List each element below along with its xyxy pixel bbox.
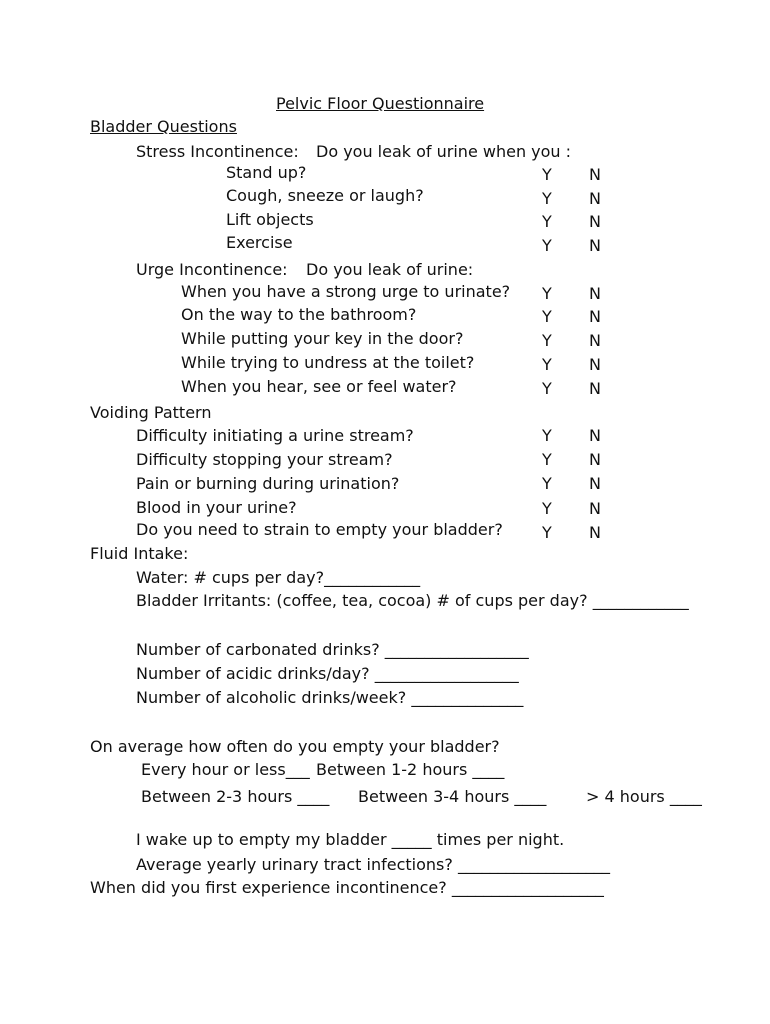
no-option[interactable]: N — [589, 165, 601, 184]
no-option[interactable]: N — [589, 355, 601, 374]
question-item: While putting your key in the door? — [181, 329, 464, 348]
question-item: Pain or burning during urination? — [136, 474, 400, 493]
no-option[interactable]: N — [589, 307, 601, 326]
water-field[interactable]: Water: # cups per day?____________ — [136, 568, 421, 587]
question-item: On the way to the bathroom? — [181, 305, 417, 324]
fluid-heading: Fluid Intake: — [90, 544, 189, 563]
question-item: Do you need to strain to empty your bladder? — [136, 520, 503, 539]
question-item: Lift objects — [226, 210, 314, 229]
yes-option[interactable]: Y — [542, 307, 552, 326]
frequency-question: On average how often do you empty your bladder? — [90, 737, 500, 756]
question-item: Stand up? — [226, 163, 307, 182]
no-option[interactable]: N — [589, 523, 601, 542]
yes-option[interactable]: Y — [542, 523, 552, 542]
question-item: Difficulty initiating a urine stream? — [136, 426, 414, 445]
yes-option[interactable]: Y — [542, 189, 552, 208]
yes-option[interactable]: Y — [542, 212, 552, 231]
frequency-option[interactable]: > 4 hours ____ — [586, 787, 702, 806]
yes-option[interactable]: Y — [542, 331, 552, 350]
no-option[interactable]: N — [589, 189, 601, 208]
irritants-field[interactable]: Bladder Irritants: (coffee, tea, cocoa) # of cups per day? ____________ — [136, 591, 689, 610]
question-item: Blood in your urine? — [136, 498, 297, 517]
question-item: When you hear, see or feel water? — [181, 377, 457, 396]
no-option[interactable]: N — [589, 499, 601, 518]
frequency-option[interactable]: Between 2-3 hours ____ — [141, 787, 330, 806]
question-item: Exercise — [226, 233, 293, 252]
alcoholic-field[interactable]: Number of alcoholic drinks/week? ______________ — [136, 688, 524, 707]
page-title: Pelvic Floor Questionnaire — [276, 94, 485, 113]
yes-option[interactable]: Y — [542, 165, 552, 184]
yes-option[interactable]: Y — [542, 379, 552, 398]
frequency-option[interactable]: Between 3-4 hours ____ — [358, 787, 547, 806]
stress-heading: Stress Incontinence: — [136, 142, 299, 161]
no-option[interactable]: N — [589, 379, 601, 398]
frequency-option[interactable]: Between 1-2 hours ____ — [316, 760, 505, 779]
acidic-field[interactable]: Number of acidic drinks/day? __________________ — [136, 664, 519, 683]
yes-option[interactable]: Y — [542, 474, 552, 493]
night-voiding-field[interactable]: I wake up to empty my bladder _____ times per night. — [136, 830, 565, 849]
question-item: When you have a strong urge to urinate? — [181, 282, 511, 301]
first-incontinence-field[interactable]: When did you first experience incontinence? ___________________ — [90, 878, 604, 897]
yes-option[interactable]: Y — [542, 284, 552, 303]
no-option[interactable]: N — [589, 284, 601, 303]
no-option[interactable]: N — [589, 331, 601, 350]
stress-question: Do you leak of urine when you : — [316, 142, 572, 161]
yes-option[interactable]: Y — [542, 355, 552, 374]
no-option[interactable]: N — [589, 212, 601, 231]
voiding-heading: Voiding Pattern — [90, 403, 212, 422]
yes-option[interactable]: Y — [542, 450, 552, 469]
question-item: Cough, sneeze or laugh? — [226, 186, 424, 205]
no-option[interactable]: N — [589, 426, 601, 445]
urge-heading: Urge Incontinence: — [136, 260, 288, 279]
bladder-heading: Bladder Questions — [90, 117, 237, 136]
no-option[interactable]: N — [589, 236, 601, 255]
frequency-option[interactable]: Every hour or less___ — [141, 760, 310, 779]
yes-option[interactable]: Y — [542, 499, 552, 518]
urge-question: Do you leak of urine: — [306, 260, 474, 279]
uti-field[interactable]: Average yearly urinary tract infections? ___________________ — [136, 855, 610, 874]
no-option[interactable]: N — [589, 474, 601, 493]
carbonated-field[interactable]: Number of carbonated drinks? __________________ — [136, 640, 529, 659]
question-item: Difficulty stopping your stream? — [136, 450, 393, 469]
yes-option[interactable]: Y — [542, 236, 552, 255]
question-item: While trying to undress at the toilet? — [181, 353, 475, 372]
yes-option[interactable]: Y — [542, 426, 552, 445]
no-option[interactable]: N — [589, 450, 601, 469]
